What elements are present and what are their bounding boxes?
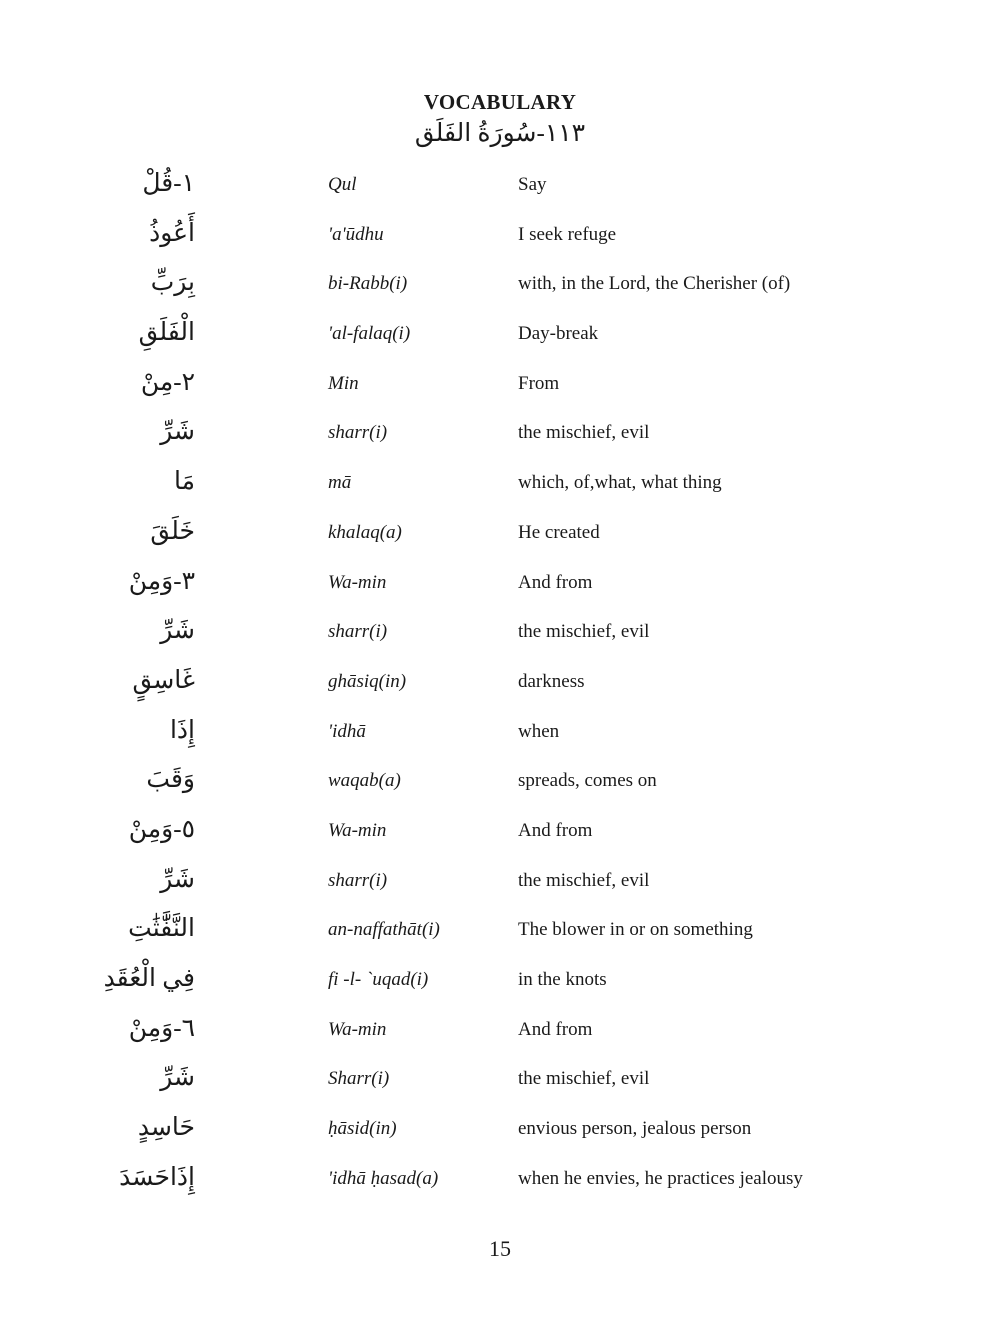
meaning: Say [518,174,547,195]
vocabulary-row [0,709,1000,759]
meaning: darkness [518,670,585,692]
vocabulary-row [0,1106,1000,1156]
arabic-word: خَلَقَ [150,517,195,545]
meaning: And from [518,819,593,841]
arabic-word: شَرِّ [160,1064,195,1092]
transliteration: 'idhā ḥasad(a) [328,1167,439,1189]
transliteration: Sharr(i) [328,1068,390,1090]
meaning: I seek refuge [518,223,617,245]
transliteration: fi -l- `uqad(i) [328,969,429,990]
arabic-word: وَقَبَ [146,766,195,794]
surah-title: ١١٣-سُورَةُ الفَلَق [414,120,586,147]
transliteration: an-naffathāt(i) [328,919,440,941]
meaning: envious person, jealous person [518,1118,752,1140]
transliteration: Wa-min [328,571,387,593]
transliteration: sharr(i) [328,422,388,444]
transliteration: 'idhā [328,720,366,742]
transliteration: khalaq(a) [328,521,402,543]
meaning: From [518,372,560,394]
arabic-word: شَرِّ [160,865,195,893]
meaning: the mischief, evil [518,621,650,643]
meaning: when [518,720,560,742]
arabic-word: ٥-وَمِنْ [128,815,195,843]
meaning: The blower in or on something [518,919,753,941]
vocabulary-row [0,162,1000,212]
transliteration: 'al-falaq(i) [328,323,411,345]
transliteration: 'a'ūdhu [328,223,384,245]
vocabulary-row [0,410,1000,460]
transliteration: Wa-min [328,1018,387,1040]
arabic-word: فِي الْعُقَدِ [103,965,195,992]
arabic-word: حَاسِدٍ [137,1114,195,1142]
meaning: which, of,what, what thing [518,472,722,494]
transliteration: bi-Rabb(i) [328,273,408,295]
meaning: the mischief, evil [518,422,650,444]
vocabulary-row [0,261,1000,311]
vocabulary-row [0,212,1000,262]
arabic-word: شَرِّ [160,617,195,645]
vocabulary-row [0,1056,1000,1106]
transliteration: sharr(i) [328,869,388,891]
meaning: spreads, comes on [518,770,657,792]
transliteration: waqab(a) [328,770,401,792]
arabic-word: شَرِّ [160,418,195,446]
meaning: And from [518,571,593,593]
vocabulary-row [0,560,1000,610]
arabic-word: مَا [173,468,195,496]
transliteration: ghāsiq(in) [328,670,407,692]
meaning: And from [518,1018,593,1040]
arabic-word: ٦-وَمِنْ [128,1014,195,1042]
meaning: Day-break [518,323,599,345]
page-title: VOCABULARY [423,90,577,114]
meaning: He created [518,521,600,543]
vocabulary-row [0,1007,1000,1057]
vocabulary-row [0,460,1000,510]
arabic-word: ١-قُلْ [142,170,195,197]
vocabulary-row [0,758,1000,808]
arabic-word: النَّفَّٰثَٰتِ [128,915,195,943]
vocabulary-row [0,609,1000,659]
arabic-word: ٢-مِنْ [140,368,195,396]
transliteration: Wa-min [328,819,387,841]
vocabulary-list [0,162,1000,1205]
transliteration: Min [328,372,359,394]
arabic-word: الْفَلَقِ [138,319,195,347]
meaning: in the knots [518,969,607,990]
vocabulary-row [0,858,1000,908]
transliteration: ḥāsid(in) [328,1118,397,1140]
meaning: with, in the Lord, the Cherisher (of) [518,273,791,295]
arabic-word: أَعُوذُ [149,219,195,247]
arabic-word: بِرَبِّ [150,269,195,297]
arabic-word: إِذَاحَسَدَ [119,1163,195,1191]
transliteration: mā [328,472,352,494]
vocabulary-row [0,659,1000,709]
vocabulary-row [0,907,1000,957]
vocabulary-row [0,1156,1000,1206]
page-number: 15 [489,1236,511,1261]
vocabulary-row [0,361,1000,411]
meaning: when he envies, he practices jealousy [518,1167,803,1189]
meaning: the mischief, evil [518,1068,650,1090]
vocabulary-row [0,510,1000,560]
vocabulary-row [0,957,1000,1007]
meaning: the mischief, evil [518,869,650,891]
arabic-word: إِذَا [169,716,195,744]
vocabulary-row [0,311,1000,361]
arabic-word: غَاسِقٍ [132,666,195,694]
arabic-word: ٣-وَمِنْ [128,567,195,595]
transliteration: Qul [328,174,357,195]
transliteration: sharr(i) [328,621,388,643]
vocabulary-row [0,808,1000,858]
